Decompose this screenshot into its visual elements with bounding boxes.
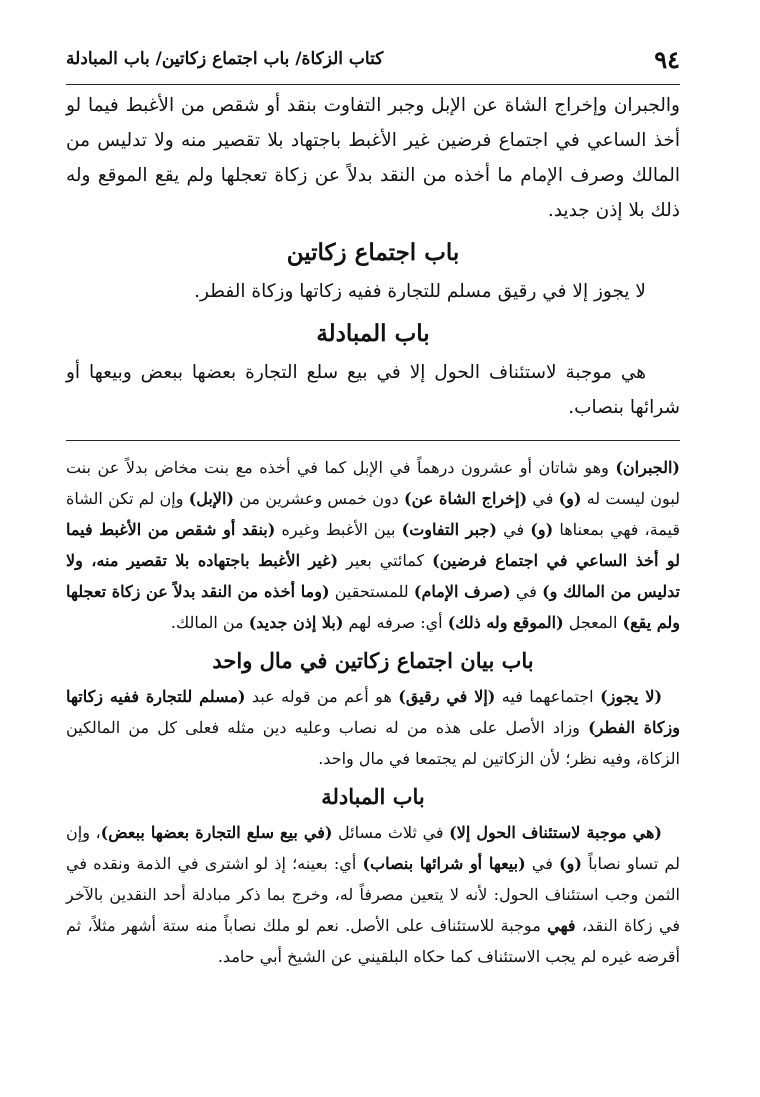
- commentary-text: المعجل: [563, 613, 623, 632]
- commentary-paragraph-jubran: [66, 452, 680, 638]
- commentary-text: من المالك.: [170, 613, 249, 632]
- quoted-matn-phrase: (مسلم للتجارة ففيه زكاتها وزكاة الفطر): [66, 687, 680, 737]
- matn-paragraph-mubadala: هي موجبة لاستئناف الحول إلا في بيع سلع التجارة بعضها ببعض وبيعها أو شرائها بنصاب.: [66, 362, 680, 418]
- quoted-matn-phrase: (جبر التفاوت): [401, 520, 497, 539]
- commentary-text: هو أعم من قوله عبد: [245, 687, 399, 706]
- commentary-heading-mubadala: باب المبادلة: [321, 784, 425, 809]
- commentary-text: في: [527, 489, 559, 508]
- commentary-text: اجتماعهما فيه: [495, 687, 601, 706]
- quoted-matn-phrase: (إلا في رقيق): [398, 687, 496, 706]
- commentary-text: في ثلاث مسائل: [332, 823, 450, 842]
- text-divider: [66, 440, 680, 441]
- commentary-text: كمائتي بعير: [338, 551, 433, 570]
- commentary-text: وهو شاتان أو عشرون درهماً في الإبل كما في أخذه مع بنت مخاض بدلاً عن بنت لبون ليست له: [66, 458, 681, 508]
- quoted-matn-phrase: (غير الأغبط باجتهاده بلا تقصير منه، ولا تدليس من المالك و): [66, 551, 681, 601]
- matn-heading-zakatain: باب اجتماع زكاتين: [286, 239, 460, 266]
- commentary-text: وإن لم تكن الشاة قيمة، فهي بمعناها: [66, 489, 681, 539]
- commentary-text: في: [510, 582, 543, 601]
- quoted-matn-phrase: (و): [558, 489, 582, 508]
- commentary-paragraph-zakatain: [66, 681, 680, 774]
- commentary-text: للمستحقين: [329, 582, 414, 601]
- quoted-matn-phrase: (الجبران): [615, 458, 680, 477]
- commentary-text: بين الأغبط وغيره: [275, 520, 402, 539]
- running-title: كتاب الزكاة/ باب اجتماع زكاتين/ باب المبادلة: [66, 49, 384, 69]
- quoted-matn-phrase: (إخراج الشاة عن): [404, 489, 528, 508]
- matn-heading-mubadala: باب المبادلة: [316, 320, 430, 347]
- page-number: ٩٤: [654, 44, 680, 74]
- quoted-matn-phrase: (هي موجبة لاستئناف الحول إلا): [449, 823, 662, 842]
- quoted-matn-phrase: (في بيع سلع التجارة بعضها ببعض): [100, 823, 333, 842]
- commentary-text: أي: بعينه؛ إذ لو اشترى في الذمة ونقده في الثمن وجب استئناف الحول: لأنه لا يتعين مصرفاً له، وخرج بما ذكر مبادلة أحد النقدين بالآخر في زكاة النقد،: [66, 854, 680, 935]
- commentary-text: في: [525, 854, 560, 873]
- commentary-text: وزاد الأصل على هذه من له نصاب وعليه دين مثله فعلى كل من المالكين الزكاة، وفيه نظر؛ لأن الزكاتين لم يجتمعا في مال واحد.: [66, 718, 680, 768]
- quoted-matn-phrase: (وما أخذه من النقد بدلاً عن زكاة تعجلها ولم يقع): [66, 582, 680, 632]
- commentary-paragraph-mubadala: [66, 817, 680, 972]
- commentary-text: في: [496, 520, 531, 539]
- quoted-matn-phrase: (و): [530, 520, 554, 539]
- quoted-matn-phrase: (بنقد أو شقص من الأغبط فيما لو أخذ الساعي في اجتماع فرضين): [66, 520, 681, 570]
- quoted-matn-phrase: (صرف الإمام): [413, 582, 511, 601]
- quoted-matn-phrase: (الموقع وله ذلك): [447, 613, 564, 632]
- quoted-matn-phrase: (بيعها أو شرائها بنصاب): [362, 854, 526, 873]
- page-header: [66, 34, 680, 85]
- quoted-matn-phrase: (و): [559, 854, 582, 873]
- commentary-text: أي: صرفه لهم: [343, 613, 448, 632]
- quoted-matn-phrase: (لا يجوز): [600, 687, 663, 706]
- quoted-matn-phrase: (بلا إذن جديد): [248, 613, 344, 632]
- matn-paragraph-zakatain: لا يجوز إلا في رقيق مسلم للتجارة ففيه زكاتها وزكاة الفطر.: [194, 281, 646, 302]
- commentary-text: ، وإن لم تساو نصاباً: [66, 823, 681, 873]
- commentary-text: موجبة للاستئناف على الأصل. نعم لو ملك نصاباً منه ستة أشهر مثلاً، ثم أقرضه غيره لم يجب الاستئناف كما حكاه البلقيني عن الشيخ أبي حامد.: [66, 916, 680, 966]
- commentary-text: دون خمس وعشرين من: [233, 489, 405, 508]
- quoted-matn-phrase: فهي: [547, 916, 576, 935]
- commentary: [66, 452, 680, 972]
- quoted-matn-phrase: (الإبل): [188, 489, 234, 508]
- main-text: [66, 88, 680, 425]
- commentary-heading-zakatain: باب بيان اجتماع زكاتين في مال واحد: [212, 648, 534, 673]
- matn-continuation: والجبران وإخراج الشاة عن الإبل وجبر التفاوت بنقد أو شقص من الأغبط فيما لو أخذ الساعي في اجتماع فرضين غير الأغبط باجتهاد بلا تقصير منه ولا تدليس من المالك وصرف الإمام ما أخذه من النقد بدلاً عن زكاة تعجلها ولم يقع الموقع وله ذلك بلا إذن جديد.: [66, 95, 680, 221]
